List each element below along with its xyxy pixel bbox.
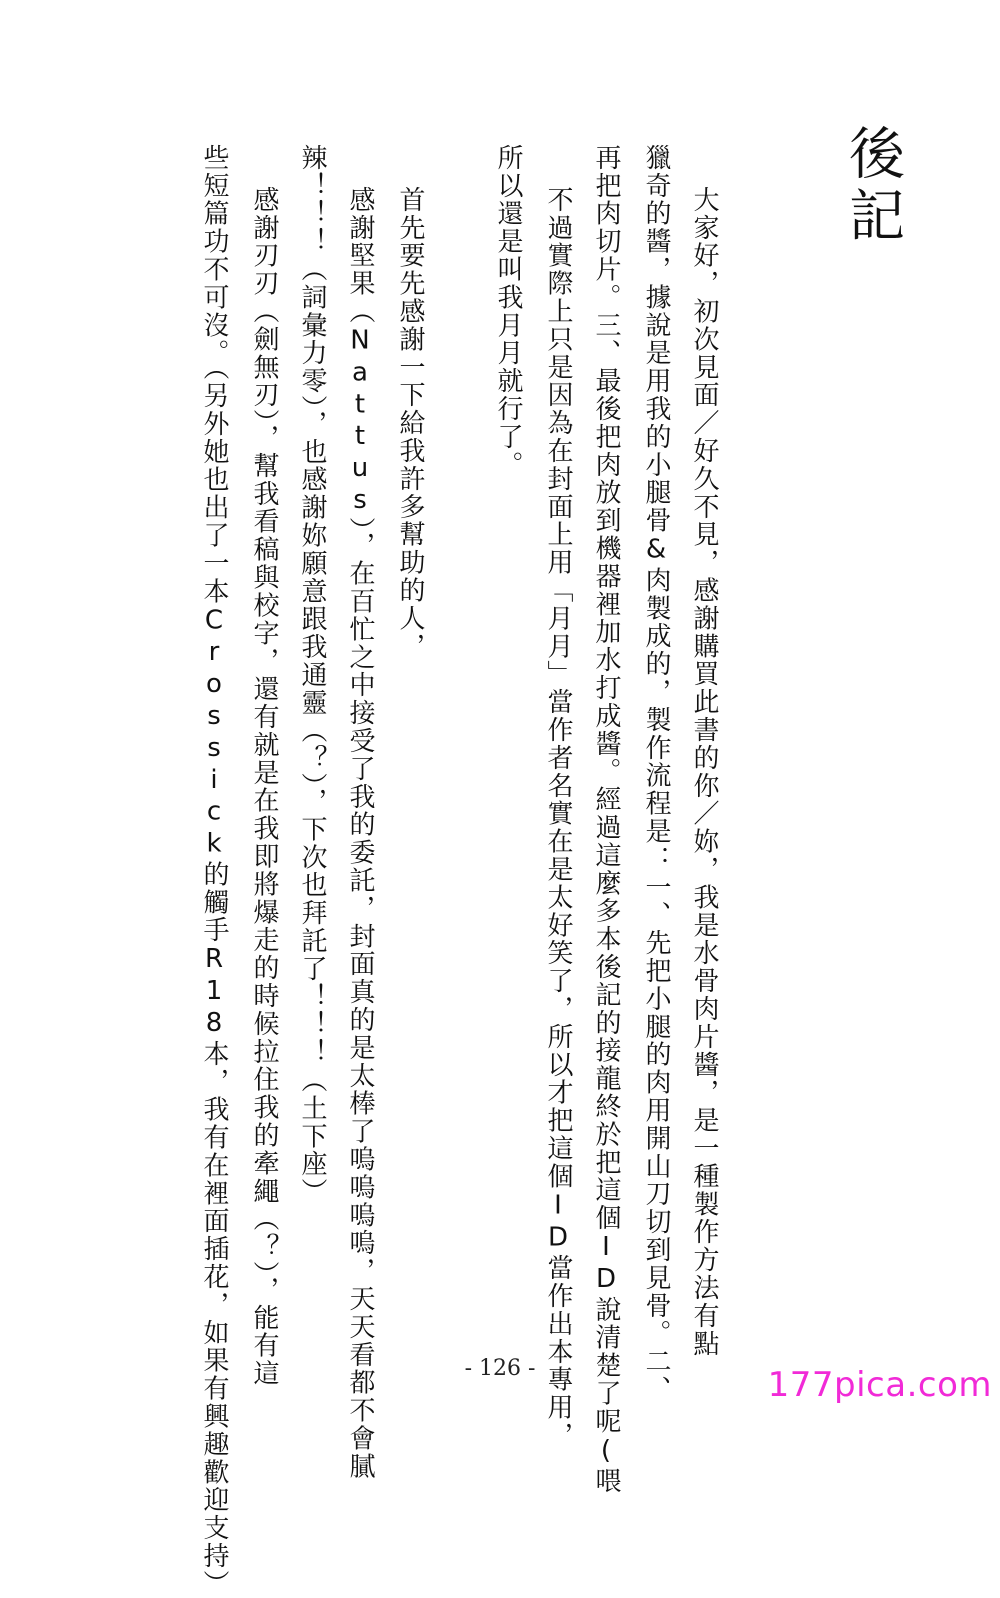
text-line-5: 所以還是叫我月月就行了。 <box>493 144 523 479</box>
text-line-9: 感謝刃刃（劍無刃），幫我看稿與校字，還有就是在我即將爆走的時候拉住我的牽繩（？），能有這 <box>249 186 279 1388</box>
text-line-8: 辣！！！（詞彙力零），也感謝妳願意跟我通靈（？），下次也拜託了！！！（土下座） <box>297 144 327 1207</box>
text-line-2: 獵奇的醬，據說是用我的小腿骨&肉製成的，製作流程是：一、先把小腿的肉用開山刀切到見骨。二、 <box>641 144 671 1404</box>
text-line-10: 些短篇功不可沒。（另外她也出了一本Crossick的觸手R18本，我有在裡面插花，如果有興趣歡迎支持） <box>199 144 229 1598</box>
watermark: 177pica.com <box>767 1365 992 1405</box>
text-line-1: 大家好，初次見面／好久不見，感謝購買此書的你／妳，我是水骨肉片醬，是一種製作方法有點 <box>689 186 719 1358</box>
text-line-7: 感謝堅果（Nattus），在百忙之中接受了我的委託，封面真的是太棒了嗚嗚嗚嗚，天天看都不會膩 <box>345 186 375 1481</box>
page-number: - 126 - <box>464 1356 536 1381</box>
text-line-3: 再把肉切片。三、最後把肉放到機器裡加水打成醬。經過這麼多本後記的接龍終於把這個ID說清楚了呢(喂 <box>591 144 621 1496</box>
chapter-title: 後記 <box>840 124 905 248</box>
text-line-4: 不過實際上只是因為在封面上用「月月」當作者名實在是太好笑了，所以才把這個ID當作出本專用， <box>543 186 573 1450</box>
text-line-6: 首先要先感謝一下給我許多幫助的人， <box>395 186 425 661</box>
